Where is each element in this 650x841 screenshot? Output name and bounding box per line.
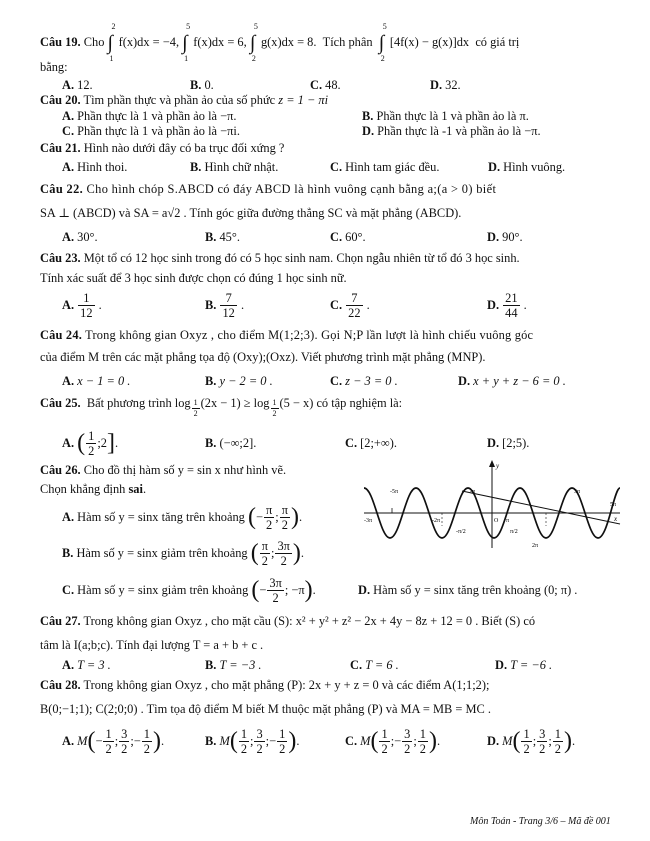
q22-option-c: C. 60°. — [330, 230, 366, 244]
q26-option-c: C. Hàm số y = sinx giảm trên khoảng (− $\frac{3\pi}{2}$ ; −π). — [62, 576, 316, 606]
q20-option-d: D. Phần thực là -1 và phần ảo là −π. — [362, 124, 541, 138]
q23-option-c: C. $\frac{7}{22}$ . — [330, 291, 370, 321]
sine-graph — [362, 458, 624, 550]
integral-3-body: g(x)dx = 8. — [260, 34, 317, 49]
question-19-cont: bằng: — [40, 60, 68, 74]
q20-option-a: A. Phần thực là 1 và phần ảo là −π. — [62, 109, 237, 123]
question-20: Câu 20. Tìm phần thực và phần ảo của số phức z = 1 − πi — [40, 93, 329, 107]
q27-option-d: D. T = −6 . — [495, 658, 553, 672]
q25-option-c: C. [2;+∞). — [345, 436, 397, 450]
graph-label-neg2pi: -2π — [432, 518, 441, 524]
integral-2-body: f(x)dx = 6, — [193, 34, 247, 49]
question-23-cont: Tính xác suất để 3 học sinh được chọn có đúng 1 học sinh nữ. — [40, 271, 347, 285]
graph-label-half-pi: π/2 — [510, 529, 518, 535]
question-22: Câu 22. Cho hình chóp S.ABCD có đáy ABCD là hình vuông cạnh bằng a;(a > 0) biết — [40, 182, 497, 196]
graph-label-x: x — [614, 515, 618, 523]
page-footer: Môn Toán - Trang 3/6 – Mã đề 001 — [470, 816, 611, 827]
question-24-cont: của điểm M trên các mặt phẳng tọa độ (Oxy);(Oxz). Viết phương trình mặt phẳng (MNP). — [40, 350, 486, 364]
question-27-cont: tâm là I(a;b;c). Tính đại lượng T = a + b + c . — [40, 638, 264, 652]
question-19-tail: có giá trị — [475, 34, 520, 49]
integral-4: ∫ 5 2 — [378, 22, 387, 63]
question-19-intro: Cho — [83, 34, 105, 49]
q25-option-b: B. (−∞;2]. — [205, 436, 257, 450]
question-19-mid: Tích phân — [322, 34, 373, 49]
y-axis-arrow — [489, 460, 495, 467]
q23-option-a: A. $\frac{1}{12}$ . — [62, 291, 102, 321]
q19-option-d: D. 32. — [430, 78, 461, 92]
q27-option-c: C. T = 6 . — [350, 658, 399, 672]
question-24: Câu 24. Trong không gian Oxyz , cho điểm M(1;2;3). Gọi N;P lần lượt là hình chiếu vuông góc — [40, 328, 534, 342]
q19-option-c: C. 48. — [310, 78, 341, 92]
q25-option-d: D. [2;5). — [487, 436, 530, 450]
question-28-cont: B(0;−1;1); C(2;0;0) . Tìm tọa độ điểm M biết M thuộc mặt phẳng (P) và MA = MB = MC . — [40, 702, 491, 716]
q23-option-b: B. $\frac{7}{12}$ . — [205, 291, 245, 321]
question-22-cont: SA ⊥ (ABCD) và SA = a√2 . Tính góc giữa đường thẳng SC và mặt phẳng (ABCD). — [40, 206, 462, 220]
question-23: Câu 23. Một tổ có 12 học sinh trong đó có 5 học sinh nam. Chọn ngẫu nhiên từ tổ đó 3 học sinh. — [40, 251, 520, 265]
graph-label-pi: π — [506, 518, 510, 524]
graph-label-y: y — [496, 462, 500, 470]
q19-option-b: B. 0. — [190, 78, 214, 92]
question-19-label: Câu 19. — [40, 34, 81, 49]
q28-option-a: A. M(− $\frac{1}{2}$ ; $\frac{3}{2}$ ;− $\frac{1}{2}$ ). — [62, 727, 165, 757]
q26-option-d: D. Hàm số y = sinx tăng trên khoảng (0; π) . — [358, 583, 578, 597]
graph-label-neg5pi: -5π — [390, 489, 399, 495]
graph-label-3pi: 3π — [574, 489, 581, 495]
question-26-cont: Chọn khẳng định sai. — [40, 482, 147, 496]
q19-option-a: A. 12. — [62, 78, 93, 92]
question-19 — [40, 22, 520, 63]
q20-option-c: C. Phần thực là 1 và phần ảo là −πi. — [62, 124, 240, 138]
q28-option-c: C. M( $\frac{1}{2}$ ;− $\frac{3}{2}$ ; $\frac{1}{2}$ ). — [345, 727, 441, 757]
q25-option-a: A. ( $\frac{1}{2}$ ;2]. — [62, 429, 119, 459]
log-1: log $_{\frac{1}{2}}$ — [174, 396, 198, 419]
q24-option-a: A. x − 1 = 0 . — [62, 374, 131, 388]
integral-1-body: f(x)dx = −4, — [118, 34, 180, 49]
q21-option-a: A. Hình thoi. — [62, 160, 128, 174]
q22-option-b: B. 45°. — [205, 230, 240, 244]
q24-option-d: D. x + y + z − 6 = 0 . — [458, 374, 566, 388]
q24-option-b: B. y − 2 = 0 . — [205, 374, 273, 388]
integral-3: ∫ 5 2 — [249, 22, 258, 63]
q28-option-b: B. M( $\frac{1}{2}$ ; $\frac{3}{2}$ ;− $\frac{1}{2}$ ). — [205, 727, 300, 757]
q26-option-b: B. Hàm số y = sinx giảm trên khoảng ( $\frac{\pi}{2}$ ; $\frac{3\pi}{2}$ ). — [62, 539, 305, 569]
q27-option-b: B. T = −3 . — [205, 658, 262, 672]
q20-option-b: B. Phần thực là 1 và phần ảo là π. — [362, 109, 529, 123]
graph-label-negpi-top: -π — [470, 489, 476, 495]
integral-4-body: [4f(x) − g(x)]dx — [389, 34, 470, 49]
question-25: Câu 25. Bất phương trình log $_{\frac{1}{2}}$ (2x − 1) ≥ log $_{\frac{1}{2}}$ (5 − x) có tập nghiệm là: — [40, 396, 403, 419]
q26-option-a: A. Hàm số y = sinx tăng trên khoảng (− $\frac{\pi}{2}$ ; $\frac{\pi}{2}$ ). — [62, 503, 303, 533]
q24-option-c: C. z − 3 = 0 . — [330, 374, 398, 388]
q28-option-d: D. M( $\frac{1}{2}$ ; $\frac{3}{2}$ ; $\frac{1}{2}$ ). — [487, 727, 576, 757]
q21-option-c: C. Hình tam giác đều. — [330, 160, 440, 174]
graph-label-5pi: 5π — [610, 502, 617, 508]
question-21: Câu 21. Hình nào dưới đây có ba trục đối xứng ? — [40, 141, 285, 155]
q22-option-a: A. 30°. — [62, 230, 98, 244]
q21-option-b: B. Hình chữ nhật. — [190, 160, 279, 174]
integral-2: ∫ 5 1 — [182, 22, 191, 63]
graph-label-2pi: 2π — [532, 543, 539, 549]
q21-option-d: D. Hình vuông. — [488, 160, 566, 174]
q23-option-d: D. $\frac{21}{44}$ . — [487, 291, 527, 321]
graph-label-origin: O — [494, 518, 499, 524]
question-27: Câu 27. Trong không gian Oxyz , cho mặt cầu (S): x² + y² + z² − 2x + 4y − 8z + 12 = 0 . Biết (S) có — [40, 614, 536, 628]
graph-label-neg-half-pi: -π/2 — [456, 529, 466, 535]
slant-line — [462, 491, 620, 524]
graph-label-neg3pi: -3π — [364, 518, 373, 524]
question-28: Câu 28. Trong không gian Oxyz , cho mặt phẳng (P): 2x + y + z = 0 và các điểm A(1;1;2); — [40, 678, 490, 692]
q22-option-d: D. 90°. — [487, 230, 523, 244]
integral-1: ∫ 2 1 — [107, 22, 116, 63]
q27-option-a: A. T = 3 . — [62, 658, 111, 672]
question-26: Câu 26. Cho đồ thị hàm số y = sin x như hình vẽ. — [40, 463, 287, 477]
